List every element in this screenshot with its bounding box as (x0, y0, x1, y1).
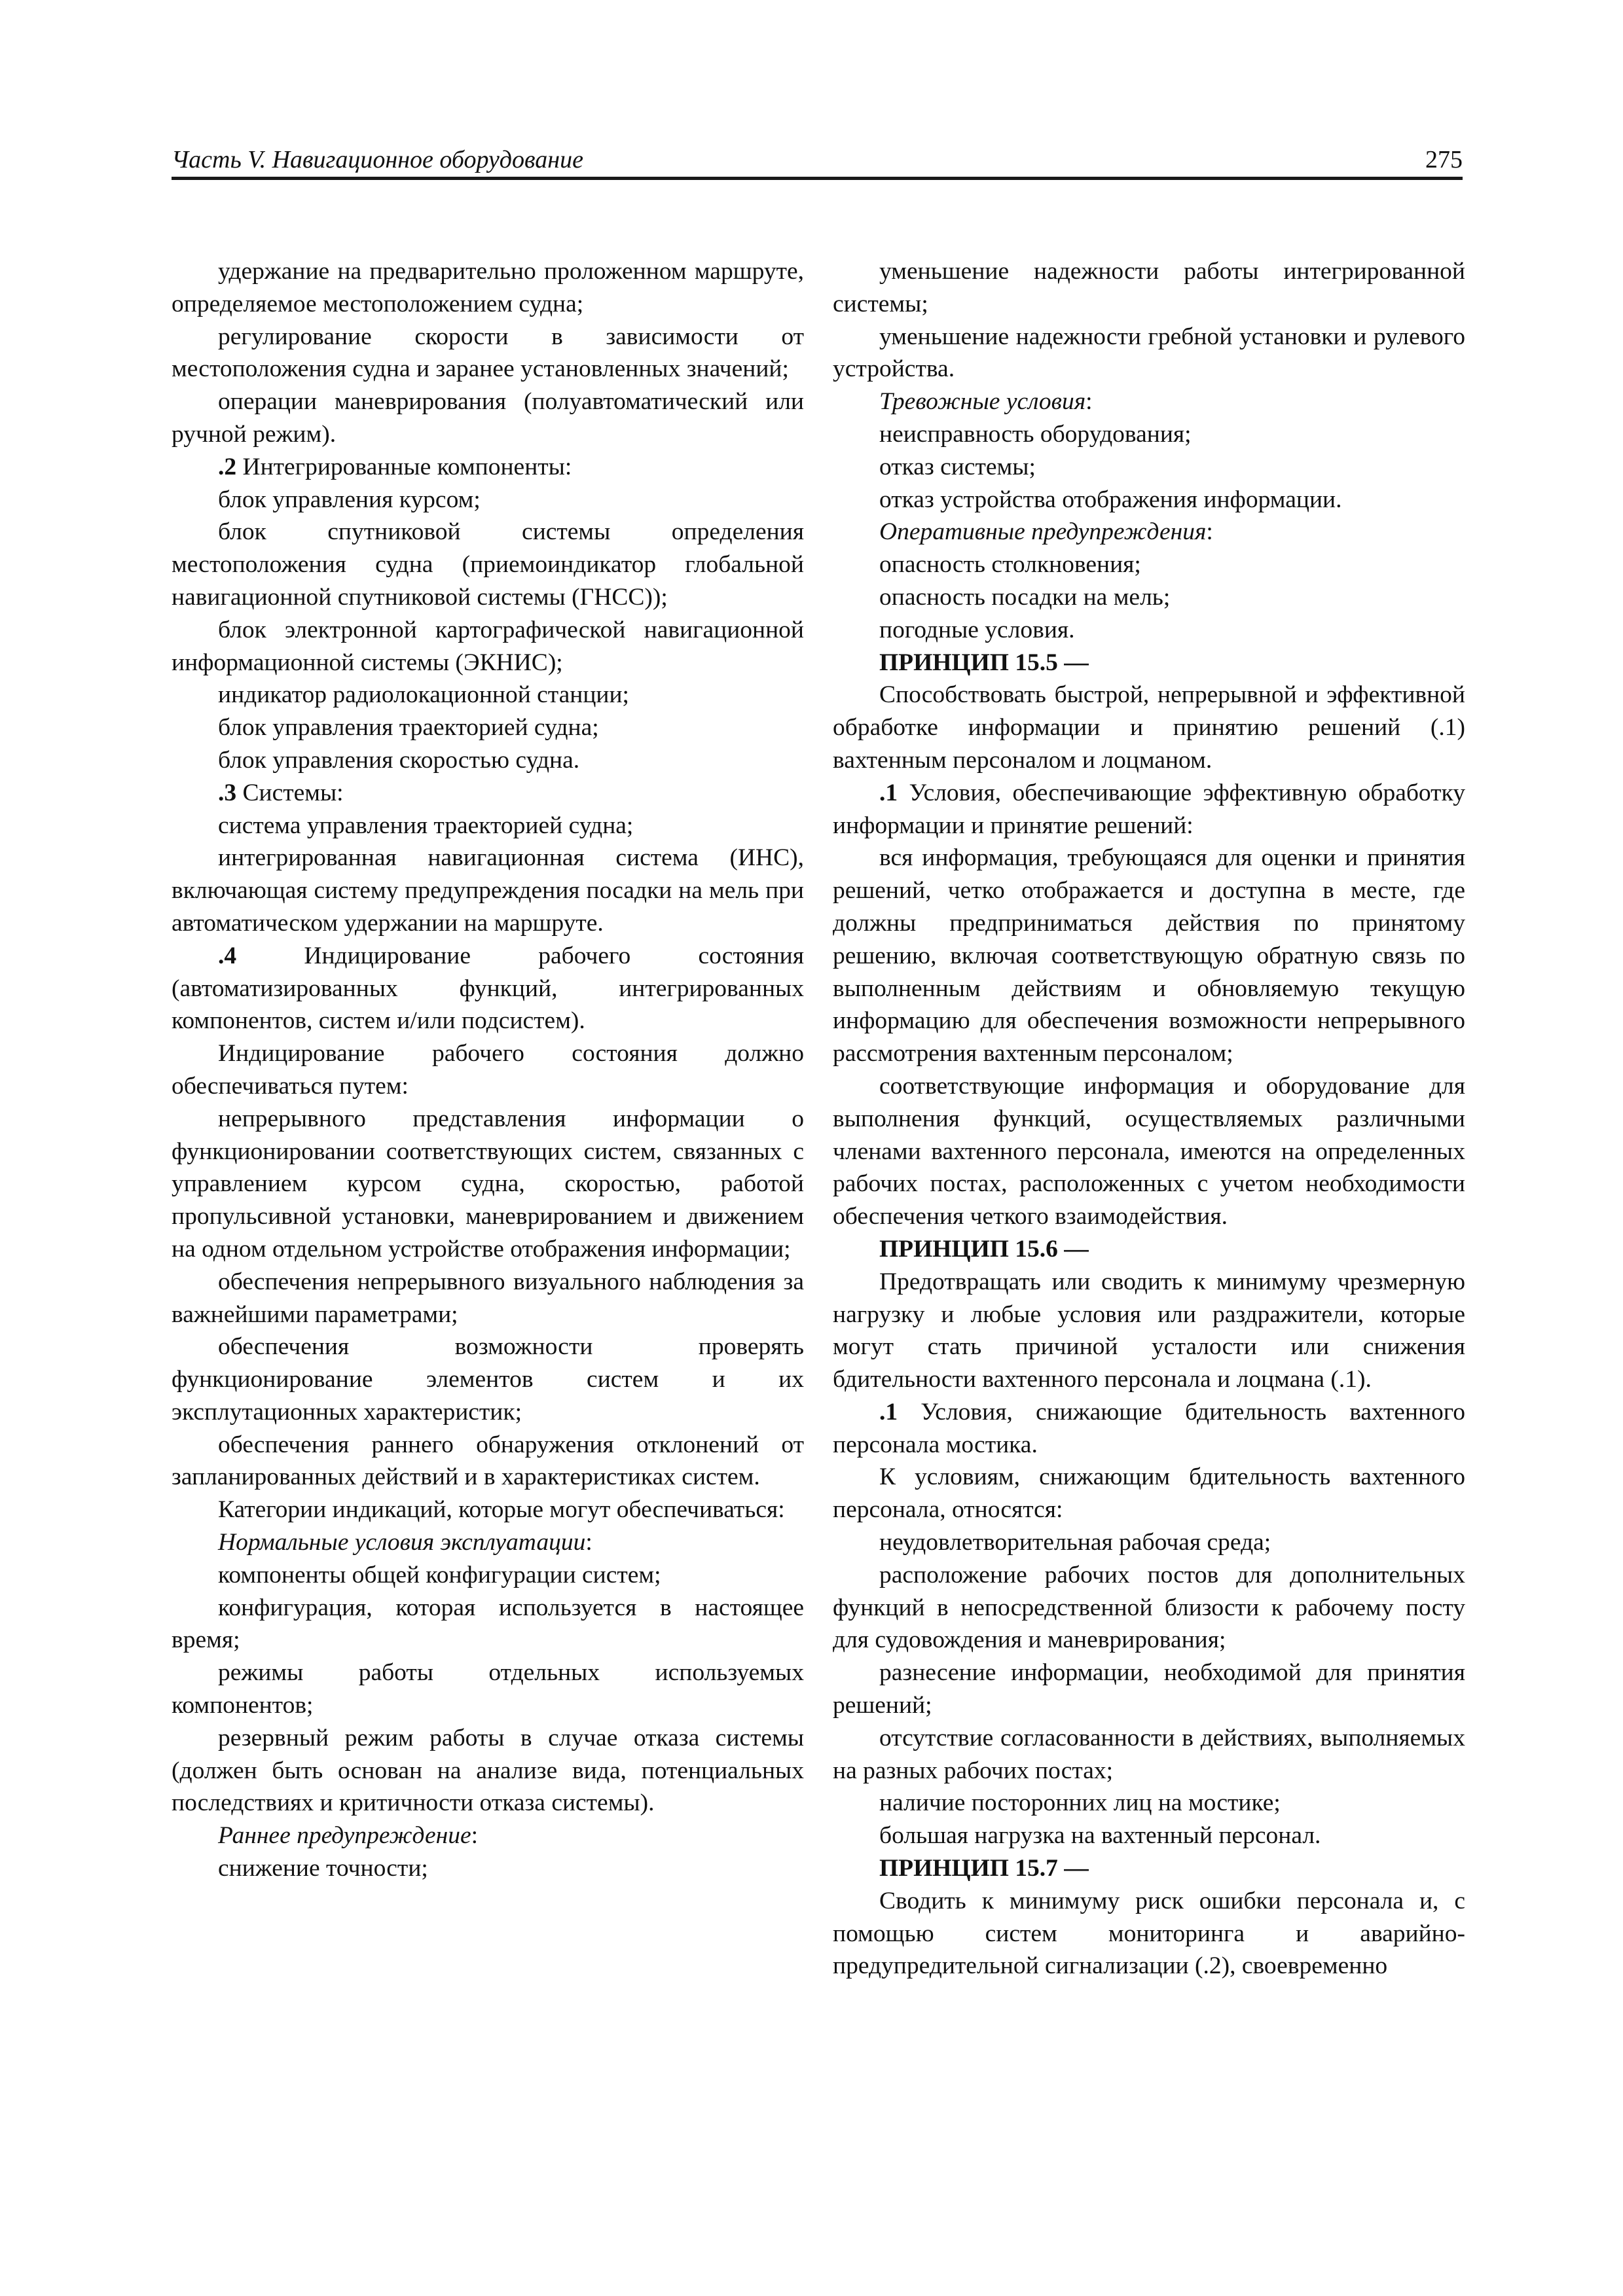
running-header-title: Часть V. Навигационное оборудование (172, 146, 583, 173)
paragraph-text: непрерывного представления информации о функционировании соответствующих систем, связанных с управлением курсом судна, скоростью, работой пропульсивной установки, маневрированием и движением на одном отдельном устройстве отображения информации; (172, 1105, 804, 1263)
paragraph (833, 1396, 1465, 1462)
paragraph (833, 386, 1465, 418)
section-heading (833, 1233, 1465, 1266)
paragraph-text: конфигурация, которая используется в настоящее время; (172, 1594, 804, 1654)
heading-text: ПРИНЦИП 15.5 — (879, 649, 1089, 676)
paragraph-text: уменьшение надежности работы интегрированной системы; (833, 258, 1465, 317)
paragraph (172, 1494, 804, 1526)
left-column (172, 255, 804, 1885)
italic-subheading: Раннее предупреждение (218, 1822, 471, 1850)
paragraph-text: наличие посторонних лиц на мостике; (879, 1789, 1281, 1817)
paragraph-text: блок управления скоростью судна. (218, 746, 580, 774)
paragraph-text: удержание на предварительно проложенном маршруте, определяемое местоположением судна; (172, 258, 804, 317)
paragraph-text: Предотвращать или сводить к минимуму чрезмерную нагрузку и любые условия или раздражители, которые могут стать причиной усталости или снижения бдительности вахтенного персонала и лоцмана (.1). (833, 1268, 1465, 1393)
paragraph (172, 810, 804, 842)
paragraph (172, 614, 804, 679)
italic-subheading: Оперативные предупреждения (879, 518, 1207, 546)
paragraph-text: Сводить к минимуму риск ошибки персонала и, с помощью систем мониторинга и аварийно-предупредительной сигнализации (.2), своевременно (833, 1887, 1465, 1980)
paragraph-text: обеспечения раннего обнаружения отклонений от запланированных действий и в характеристиках систем. (172, 1431, 804, 1491)
paragraph-text: отказ системы; (879, 453, 1036, 480)
paragraph (833, 581, 1465, 614)
paragraph-text: компоненты общей конфигурации систем; (218, 1561, 661, 1588)
paragraph-text: разнесение информации, необходимой для принятия решений; (833, 1659, 1465, 1719)
section-heading (833, 647, 1465, 679)
paragraph-text: соответствующие информация и оборудование для выполнения функций, осуществляемых различными членами вахтенного персонала, имеются на определенных рабочих постах, расположенных с учетом необходимости обеспечения четкого взаимодействия. (833, 1072, 1465, 1230)
paragraph (833, 321, 1465, 386)
paragraph-text: большая нагрузка на вахтенный персонал. (879, 1822, 1321, 1850)
heading-text: ПРИНЦИП 15.7 — (879, 1855, 1089, 1882)
paragraph (172, 516, 804, 613)
paragraph-text: расположение рабочих постов для дополнительных функций в непосредственной близости к рабочему посту для судовождения и маневрирования; (833, 1561, 1465, 1654)
paragraph (172, 711, 804, 744)
paragraph (172, 451, 804, 484)
paragraph (172, 679, 804, 711)
paragraph (172, 1592, 804, 1657)
paragraph (172, 321, 804, 386)
paragraph (833, 418, 1465, 451)
paragraph (833, 1461, 1465, 1526)
paragraph-text: обеспечения непрерывного визуального наблюдения за важнейшими параметрами; (172, 1268, 804, 1328)
item-marker: .3 (218, 779, 237, 806)
paragraph-text: индикатор радиолокационной станции; (218, 681, 629, 709)
paragraph (833, 777, 1465, 842)
page-number: 275 (1425, 146, 1463, 173)
paragraph (172, 1037, 804, 1103)
paragraph-text: режимы работы отдельных используемых компонентов; (172, 1659, 804, 1719)
paragraph-text: Интегрированные компоненты: (236, 453, 572, 480)
paragraph-text: вся информация, требующаяся для оценки и принятия решений, четко отображается и доступна в месте, где должны предприниматься действия по принятому решению, включая соответствующую обратную связь по выполненным действиям и обновляемую текущую информацию для обеспечения возможности непрерывного рассмотрения вахтенным персоналом; (833, 844, 1465, 1067)
paragraph-text: : (1206, 518, 1213, 546)
paragraph (833, 1722, 1465, 1787)
paragraph-text: Условия, обеспечивающие эффективную обработку информации и принятие решений: (833, 779, 1465, 839)
paragraph-text: блок спутниковой системы определения местоположения судна (приемоиндикатор глобальной навигационной спутниковой системы (ГНСС)); (172, 518, 804, 611)
paragraph (833, 679, 1465, 776)
paragraph-text: Системы: (236, 779, 344, 806)
section-heading (833, 1852, 1465, 1885)
paragraph-text: неисправность оборудования; (879, 420, 1192, 448)
paragraph (833, 451, 1465, 484)
paragraph (833, 548, 1465, 581)
paragraph-text: погодные условия. (879, 616, 1075, 643)
paragraph (833, 1885, 1465, 1982)
paragraph-text: опасность посадки на мель; (879, 583, 1171, 611)
paragraph-text: Категории индикаций, которые могут обеспечиваться: (218, 1496, 785, 1524)
paragraph-text: отсутствие согласованности в действиях, выполняемых на разных рабочих постах; (833, 1724, 1465, 1784)
item-marker: .1 (879, 1398, 898, 1426)
italic-subheading: Тревожные условия (879, 388, 1086, 416)
paragraph-text: К условиям, снижающим бдительность вахтенного персонала, относятся: (833, 1463, 1465, 1524)
paragraph (833, 614, 1465, 647)
paragraph-text: отказ устройства отображения информации. (879, 486, 1342, 513)
item-marker: .1 (879, 779, 898, 806)
paragraph-text: операции маневрирования (полуавтоматический или ручной режим). (172, 388, 804, 448)
item-marker: .4 (218, 942, 237, 969)
paragraph-text: система управления траекторией судна; (218, 812, 634, 839)
paragraph-text: опасность столкновения; (879, 551, 1141, 579)
paragraph (833, 1820, 1465, 1852)
paragraph (172, 1820, 804, 1852)
paragraph-text: регулирование скорости в зависимости от местоположения судна и заранее установленных значений; (172, 323, 804, 383)
paragraph-text: интегрированная навигационная система (ИНС), включающая систему предупреждения посадки на мель при автоматическом удержании на маршруте. (172, 844, 804, 937)
paragraph (833, 1559, 1465, 1657)
paragraph (833, 1657, 1465, 1722)
paragraph (833, 484, 1465, 516)
paragraph-text: обеспечения возможности проверять функционирование элементов систем и их эксплутационных характеристик; (172, 1333, 804, 1426)
paragraph-text: блок управления курсом; (218, 486, 481, 513)
italic-subheading: Нормальные условия эксплуатации (218, 1529, 586, 1556)
item-marker: .2 (218, 453, 237, 480)
paragraph-text: : (1085, 388, 1093, 416)
paragraph-text: Индицирование рабочего состояния (автоматизированных функций, интегрированных компонентов, систем и/или подсистем). (172, 942, 804, 1035)
paragraph (172, 1559, 804, 1592)
paragraph (172, 1722, 804, 1820)
right-column (833, 255, 1465, 1982)
running-header (172, 145, 1463, 180)
paragraph-text: снижение точности; (218, 1855, 428, 1882)
paragraph (172, 1852, 804, 1885)
heading-text: ПРИНЦИП 15.6 — (879, 1235, 1089, 1263)
paragraph (833, 1070, 1465, 1233)
paragraph (833, 842, 1465, 1070)
paragraph (833, 255, 1465, 321)
paragraph-text: Способствовать быстрой, непрерывной и эффективной обработке информации и принятию решений (.1) вахтенным персоналом и лоцманом. (833, 681, 1465, 774)
paragraph-text: резервный режим работы в случае отказа системы (должен быть основан на анализе вида, потенциальных последствиях и критичности отказа системы). (172, 1724, 804, 1817)
paragraph (172, 1429, 804, 1494)
paragraph (172, 1266, 804, 1331)
paragraph-text: блок управления траекторией судна; (218, 714, 599, 742)
paragraph-text: уменьшение надежности гребной установки и рулевого устройства. (833, 323, 1465, 383)
paragraph (172, 744, 804, 777)
paragraph-text: блок электронной картографической навигационной информационной системы (ЭКНИС); (172, 616, 804, 676)
paragraph (172, 1103, 804, 1266)
paragraph (172, 484, 804, 516)
paragraph (172, 255, 804, 321)
paragraph-text: Индицирование рабочего состояния должно обеспечиваться путем: (172, 1040, 804, 1100)
paragraph (833, 516, 1465, 548)
paragraph (172, 777, 804, 810)
paragraph-text: : (471, 1822, 479, 1850)
paragraph (172, 940, 804, 1037)
paragraph (172, 386, 804, 451)
paragraph (833, 1526, 1465, 1559)
paragraph-text: Условия, снижающие бдительность вахтенного персонала мостика. (833, 1398, 1465, 1458)
paragraph (833, 1787, 1465, 1820)
paragraph (833, 1266, 1465, 1396)
paragraph-text: неудовлетворительная рабочая среда; (879, 1529, 1271, 1556)
paragraph (172, 842, 804, 939)
paragraph (172, 1657, 804, 1722)
paragraph-text: : (585, 1529, 593, 1556)
paragraph (172, 1331, 804, 1428)
paragraph (172, 1526, 804, 1559)
